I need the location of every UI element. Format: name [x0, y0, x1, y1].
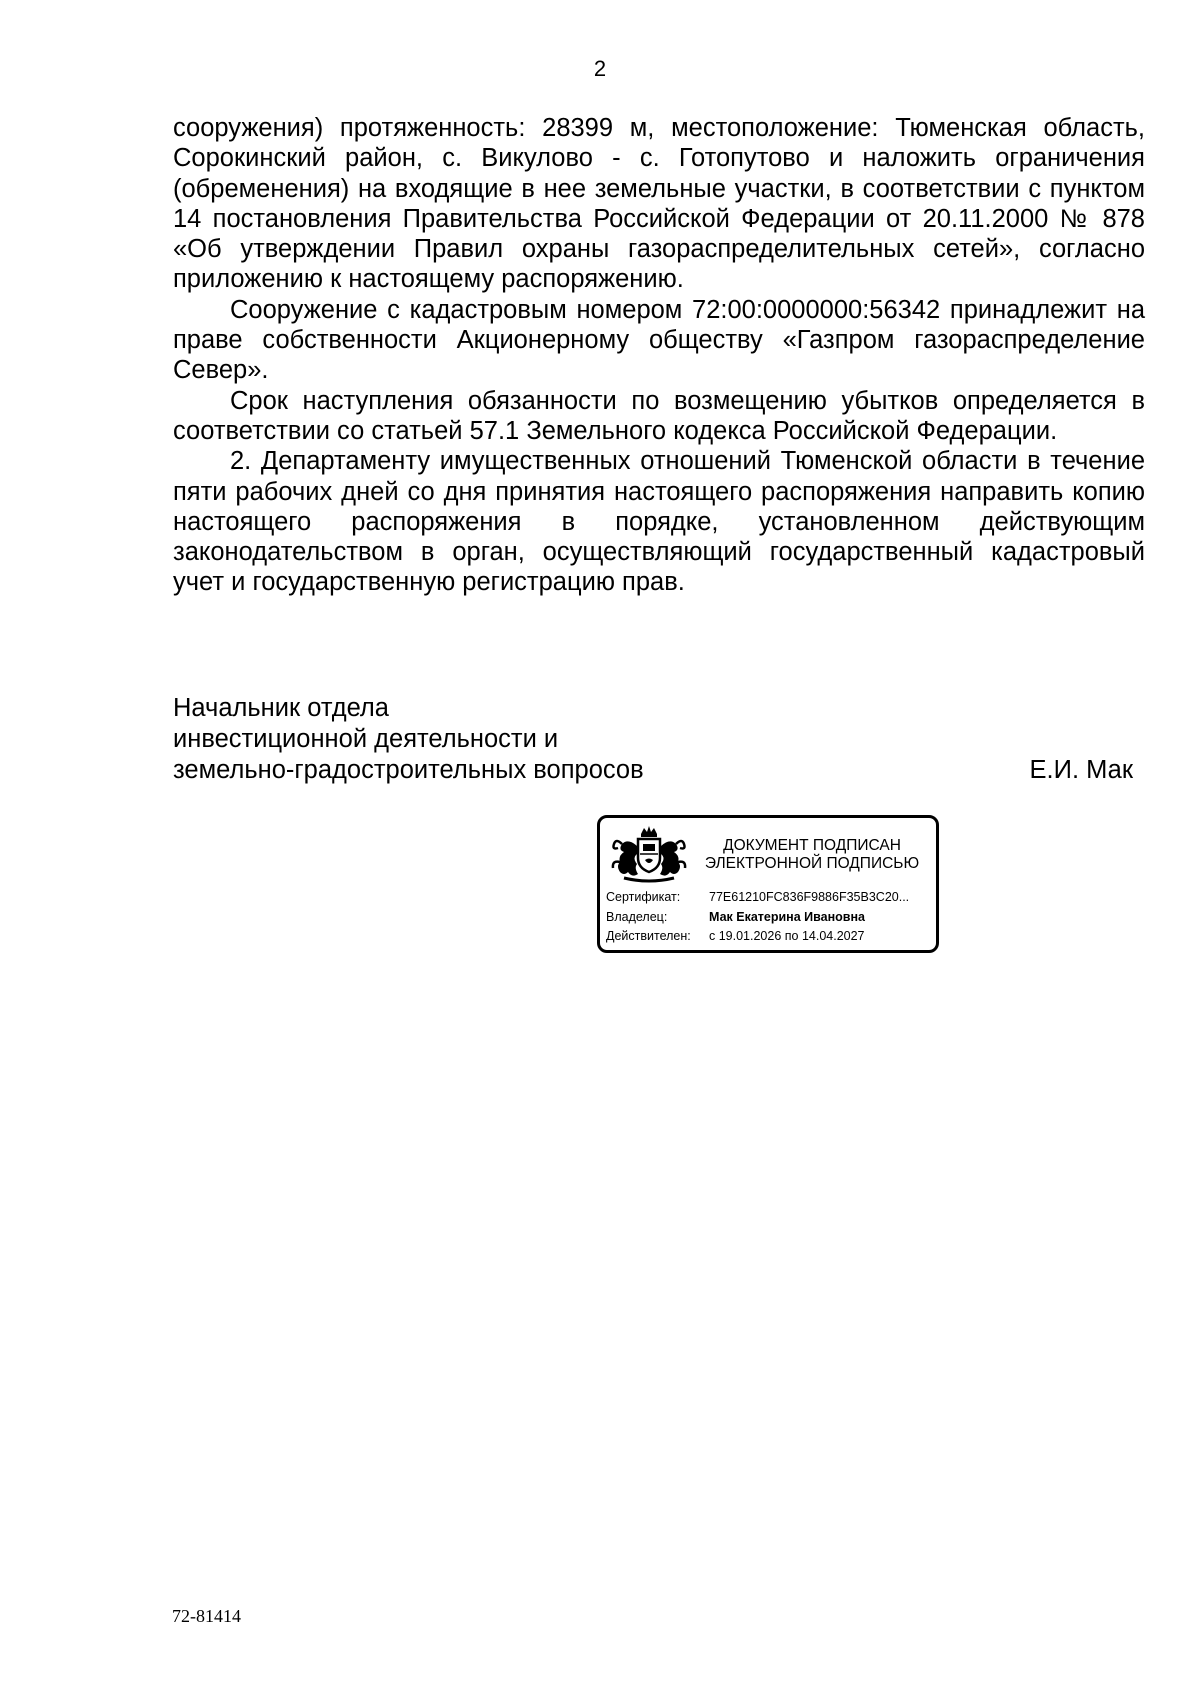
stamp-owner-row: [606, 910, 865, 925]
certificate-label: Сертификат:: [606, 890, 681, 904]
owner-value: Мак Екатерина Ивановна: [709, 910, 865, 924]
document-number: 72-81414: [172, 1606, 241, 1626]
paragraph-ownership: Сооружение с кадастровым номером 72:00:0000000:56342 принадлежит на праве собственности Акционерному обществу «Газпром газораспределение Север».: [173, 295, 1145, 385]
paragraph-item-2: 2. Департаменту имущественных отношений Тюменской области в течение пяти рабочих дней со дня принятия настоящего распоряжения направить копию настоящего распоряжения в порядке, установленном действующим законодательством в орган, осуществляющий государственный кадастровый учет и государственную регистрацию прав.: [173, 447, 1145, 597]
stamp-validity-row: [606, 929, 865, 944]
paragraph-compensation: Срок наступления обязанности по возмещению убытков определяется в соответствии со статьей 57.1 Земельного кодекса Российской Федерации.: [173, 386, 1145, 445]
paragraph-continuation: сооружения) протяженность: 28399 м, местоположение: Тюменская область, Сорокинский район, с. Викулово - с. Готопутово и наложить ограничения (обременения) на входящие в нее земельные участки, в соответствии с пунктом 14 постановления Правительства Российской Федерации от 20.11.2000 № 878 «Об утверждении Правил охраны газораспределительных сетей», согласно приложению к настоящему распоряжению.: [173, 114, 1145, 294]
stamp-heading: [692, 837, 932, 873]
signer-position-line: Начальник отдела: [173, 694, 389, 722]
signer-position-line: инвестиционной деятельности и: [173, 725, 559, 753]
certificate-value: 77E61210FC836F9886F35B3C20...: [709, 890, 910, 904]
page-number: 2: [593, 56, 607, 81]
electronic-signature-stamp: [597, 815, 939, 953]
signer-name: Е.И. Мак: [1029, 756, 1133, 784]
signature-block: [173, 693, 1133, 786]
validity-value: с 19.01.2026 по 14.04.2027: [709, 929, 865, 943]
owner-label: Владелец:: [606, 910, 668, 924]
coat-of-arms-icon: [610, 824, 688, 886]
signer-position-line: земельно-градостроительных вопросов: [173, 756, 644, 784]
document-body: [173, 113, 1145, 598]
stamp-title-line: ЭЛЕКТРОННОЙ ПОДПИСЬЮ: [704, 855, 920, 872]
validity-label: Действителен:: [606, 929, 691, 943]
stamp-title-line: ДОКУМЕНТ ПОДПИСАН: [723, 837, 901, 854]
stamp-certificate-row: [606, 890, 909, 905]
